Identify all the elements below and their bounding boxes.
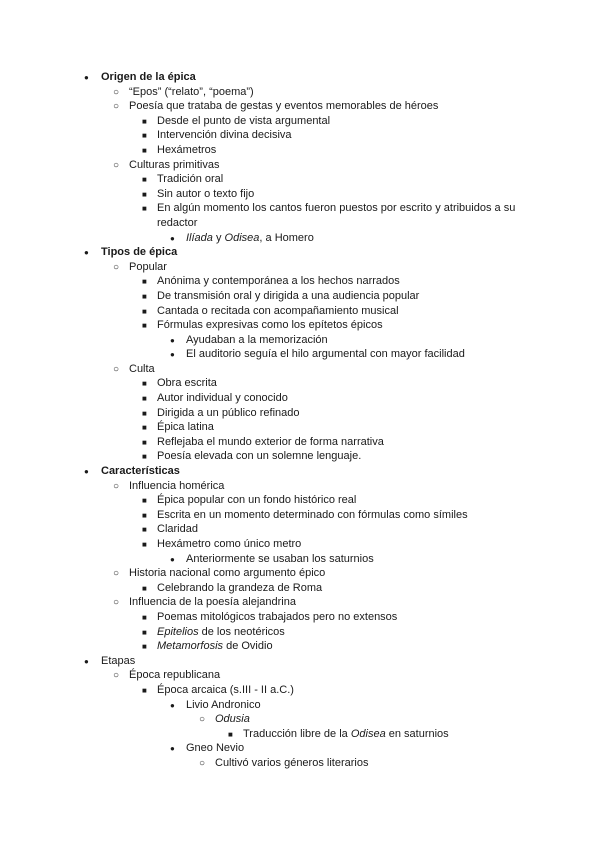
outline-item: [0, 625, 600, 640]
square-bullet-icon: [142, 201, 147, 217]
outline-item-text: Popular: [129, 260, 167, 273]
outline-item: [0, 610, 600, 625]
outline-item: [0, 727, 600, 742]
outline-item: [0, 654, 600, 669]
outline-item-text: Desde el punto de vista argumental: [157, 114, 331, 127]
outline-item: [0, 668, 600, 683]
outline-item-text: Características: [101, 465, 180, 478]
outline-item: [0, 508, 600, 523]
circle-bullet-icon: [113, 99, 119, 115]
outline-item-text: [157, 639, 273, 654]
outline-item-text: Épica latina: [157, 421, 214, 434]
outline-item-text: [243, 727, 449, 742]
square-bullet-icon: [142, 376, 147, 392]
outline-item: [0, 347, 600, 362]
outline-item-text: Etapas: [101, 654, 136, 667]
disc-bullet-icon: [84, 245, 89, 261]
outline-item-text: Influencia homérica: [129, 479, 225, 492]
square-bullet-icon: [142, 449, 147, 465]
outline-item: [0, 85, 600, 100]
outline-item-text: Celebrando la grandeza de Roma: [157, 581, 323, 594]
circle-bullet-icon: [113, 566, 119, 582]
outline-item-text: Sin autor o texto fijo: [157, 187, 255, 200]
text-fragment: y: [212, 231, 225, 244]
outline-item: [0, 566, 600, 581]
outline-item-text: Tradición oral: [157, 173, 224, 186]
outline-item-text: Época republicana: [129, 669, 221, 682]
outline-item: [0, 245, 600, 260]
outline-item-text: El auditorio seguía el hilo argumental con mayor facilidad: [186, 348, 465, 361]
outline-item-text: Poesía elevada con un solemne lenguaje.: [157, 450, 362, 463]
outline-item: [0, 741, 600, 756]
outline-item: [0, 99, 600, 114]
outline-item-text: Historia nacional como argumento épico: [129, 567, 326, 580]
outline-item-text: Fórmulas expresivas como los epítetos épicos: [157, 319, 383, 332]
circle-bullet-icon: [113, 362, 119, 378]
circle-bullet-icon: [113, 260, 119, 276]
outline-item: [0, 187, 600, 202]
outline-item-text: Poesía que trataba de gestas y eventos memorables de héroes: [129, 100, 439, 113]
outline-item: [0, 143, 600, 158]
outline-item: [0, 493, 600, 508]
square-bullet-icon: [142, 318, 147, 334]
square-bullet-icon: [142, 143, 147, 159]
outline-item: [0, 756, 600, 771]
square-bullet-icon: [142, 187, 147, 203]
outline-item: [0, 289, 600, 304]
outline-item-text: Intervención divina decisiva: [157, 129, 292, 142]
circle-bullet-icon: [113, 479, 119, 495]
italic-title-text: Epitelios: [157, 625, 199, 638]
outline-item-text: Hexámetro como único metro: [157, 538, 302, 550]
outline-item: [0, 172, 600, 187]
italic-title-text: Odisea: [350, 727, 386, 740]
disc-bullet-icon: [84, 654, 89, 670]
square-bullet-icon: [142, 289, 147, 305]
outline-item: [0, 464, 600, 479]
outline-item: [0, 274, 600, 289]
outline-item: [0, 406, 600, 421]
outline-item-text: [215, 712, 250, 727]
text-fragment: Traducción libre de la: [243, 727, 351, 740]
disc-bullet-icon: [170, 552, 175, 568]
text-fragment: , a Homero: [259, 231, 314, 244]
square-bullet-icon: [142, 172, 147, 188]
italic-title-text: Ilíada: [186, 231, 213, 244]
outline-item-text: Culta: [129, 362, 155, 375]
outline-item: [0, 201, 600, 230]
text-fragment: en saturnios: [385, 727, 449, 740]
outline-item-text: En algún momento los cantos fueron puestos por escrito y atribuidos a su redactor: [157, 202, 516, 229]
square-bullet-icon: [142, 274, 147, 290]
outline-item: [0, 683, 600, 698]
square-bullet-icon: [142, 683, 147, 699]
square-bullet-icon: [142, 128, 147, 144]
outline-item-text: “Epos” (“relato”, “poema”): [129, 85, 254, 98]
outline-item-text: [157, 625, 285, 640]
outline-item: [0, 128, 600, 143]
outline-document: [0, 70, 600, 771]
outline-item: [0, 639, 600, 654]
outline-item-text: Cantada o recitada con acompañamiento musical: [157, 304, 399, 317]
square-bullet-icon: [142, 639, 147, 655]
outline-item: [0, 712, 600, 727]
circle-bullet-icon: [199, 712, 205, 728]
square-bullet-icon: [142, 304, 147, 320]
outline-item: [0, 333, 600, 348]
outline-item: [0, 595, 600, 610]
square-bullet-icon: [142, 420, 147, 436]
circle-bullet-icon: [113, 158, 119, 174]
square-bullet-icon: [142, 581, 147, 597]
outline-item: [0, 70, 600, 85]
disc-bullet-icon: [170, 231, 175, 247]
outline-item-text: Livio Andronico: [186, 698, 261, 711]
circle-bullet-icon: [113, 85, 119, 101]
square-bullet-icon: [142, 493, 147, 509]
square-bullet-icon: [142, 406, 147, 422]
square-bullet-icon: [142, 537, 147, 553]
outline-item: [0, 391, 600, 406]
outline-item-text: Obra escrita: [157, 377, 217, 390]
outline-item: [0, 435, 600, 450]
outline-item-text: Ayudaban a la memorización: [186, 333, 328, 346]
outline-item: [0, 420, 600, 435]
circle-bullet-icon: [113, 595, 119, 611]
text-fragment: de Ovidio: [223, 640, 273, 653]
outline-item: [0, 231, 600, 246]
italic-title-text: Metamorfosis: [157, 640, 224, 653]
outline-item-text: Épica popular con un fondo histórico real: [157, 494, 357, 507]
outline-item: [0, 552, 600, 567]
outline-item: [0, 537, 600, 552]
outline-item: [0, 581, 600, 596]
outline-item: [0, 479, 600, 494]
outline-item-text: De transmisión oral y dirigida a una audiencia popular: [157, 289, 420, 302]
outline-item-text: Origen de la épica: [101, 71, 196, 83]
outline-item-text: Autor individual y conocido: [157, 392, 288, 405]
outline-item: [0, 158, 600, 173]
outline-item-text: Tipos de épica: [101, 246, 178, 259]
outline-item-text: Cultivó varios géneros literarios: [215, 756, 369, 769]
outline-item-text: Anónima y contemporánea a los hechos narrados: [157, 275, 400, 288]
square-bullet-icon: [142, 391, 147, 407]
square-bullet-icon: [142, 114, 147, 130]
outline-item-text: Influencia de la poesía alejandrina: [129, 596, 296, 609]
outline-item-text: [186, 231, 314, 246]
outline-item-text: Culturas primitivas: [129, 158, 220, 171]
outline-item-text: Gneo Nevio: [186, 742, 245, 755]
square-bullet-icon: [142, 522, 147, 538]
square-bullet-icon: [142, 610, 147, 626]
outline-item: [0, 698, 600, 713]
square-bullet-icon: [142, 508, 147, 524]
disc-bullet-icon: [170, 741, 175, 757]
outline-item-text: Claridad: [157, 523, 198, 536]
disc-bullet-icon: [170, 333, 175, 349]
italic-title-text: Odusia: [215, 713, 250, 726]
outline-item-text: Escrita en un momento determinado con fórmulas como símiles: [157, 508, 468, 521]
outline-item-text: Anteriormente se usaban los saturnios: [186, 552, 374, 565]
outline-item: [0, 318, 600, 333]
outline-item: [0, 362, 600, 377]
square-bullet-icon: [142, 625, 147, 641]
circle-bullet-icon: [113, 668, 119, 684]
outline-item: [0, 522, 600, 537]
outline-item-text: Poemas mitológicos trabajados pero no extensos: [157, 610, 398, 623]
disc-bullet-icon: [170, 698, 175, 714]
outline-item: [0, 114, 600, 129]
disc-bullet-icon: [84, 70, 89, 86]
disc-bullet-icon: [170, 347, 175, 363]
outline-item-text: Reflejaba el mundo exterior de forma narrativa: [157, 435, 384, 448]
outline-item-text: Dirigida a un público refinado: [157, 406, 300, 419]
text-fragment: de los neotéricos: [198, 625, 285, 638]
square-bullet-icon: [142, 435, 147, 451]
outline-item-text: Época arcaica (s.III - II a.C.): [157, 683, 294, 696]
outline-item: [0, 376, 600, 391]
outline-item: [0, 304, 600, 319]
outline-item: [0, 260, 600, 275]
circle-bullet-icon: [199, 756, 205, 772]
square-bullet-icon: [228, 727, 233, 743]
disc-bullet-icon: [84, 464, 89, 480]
outline-item: [0, 449, 600, 464]
italic-title-text: Odisea: [224, 231, 260, 244]
outline-item-text: Hexámetros: [157, 143, 217, 156]
